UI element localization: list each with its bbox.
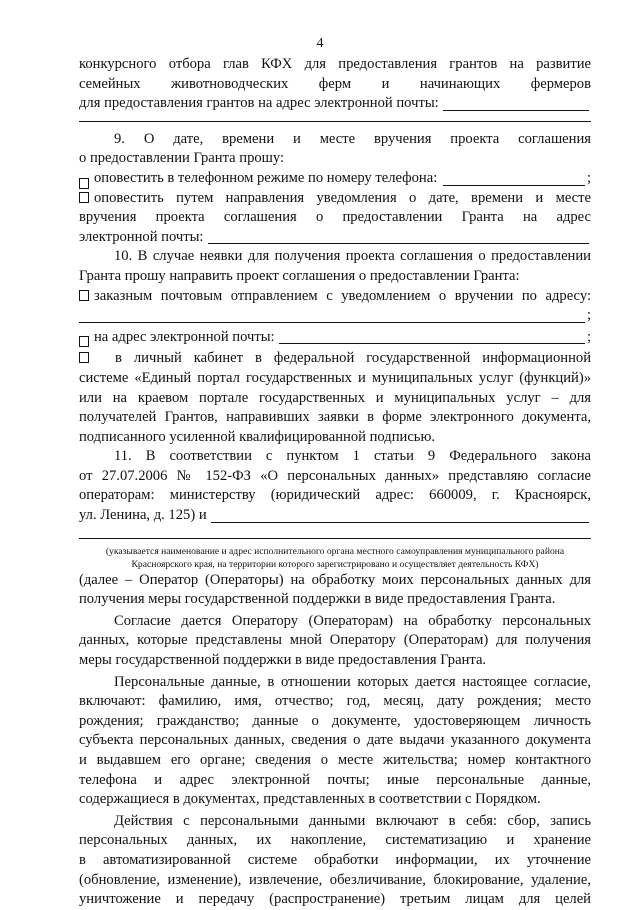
item9-option-phone: [79, 169, 591, 189]
checkbox-phone[interactable]: [79, 178, 89, 189]
page-number: 4: [316, 36, 324, 51]
notify-email-blank[interactable]: [208, 229, 590, 244]
semicolon: ;: [586, 328, 591, 345]
item9-opt2-line-b: вручения проекта соглашения о предоставлении Гранта на адрес: [79, 209, 591, 226]
item11-line-d: ул. Ленина, д. 125) и: [79, 507, 207, 524]
semicolon: ;: [586, 307, 591, 324]
operator-line-a: (далее – Оператор (Операторы) на обработку моих персональных данных для: [79, 571, 591, 588]
semicolon: ;: [586, 169, 591, 186]
item10-option-email: [79, 328, 591, 348]
item10-opt1-line: [79, 287, 591, 307]
item10-opt1-text: заказным почтовым отправлением с уведомлением о вручении по адресу:: [94, 287, 591, 304]
pd-line-a: Персональные данные, в отношении которых дается настоящее согласие,: [114, 673, 591, 690]
pd-line-e: и выдавшем его органе; сведения о месте жительства; номер контактного: [79, 752, 591, 768]
document-body: [79, 55, 591, 910]
checkbox-personal-cabinet[interactable]: [79, 352, 89, 363]
phone-blank[interactable]: [443, 171, 585, 186]
item10-opt3-line-e: подписанного усиленной квалифицированной подписью.: [79, 428, 436, 445]
operator-name-rule[interactable]: [79, 538, 591, 539]
item9-title-2: о предоставлении Гранта прошу:: [79, 150, 285, 167]
intro-line-3: для предоставления грантов на адрес электронной почты:: [79, 95, 439, 112]
checkbox-postal[interactable]: [79, 290, 89, 301]
send-email-blank[interactable]: [279, 329, 585, 344]
item10-opt3-text-a: в личный кабинет в федеральной государственной информационной: [115, 350, 591, 367]
checkbox-email-send[interactable]: [79, 336, 89, 347]
postal-address-row: [79, 306, 591, 326]
actions-line-d: (обновление, изменение), извлечение, обезличивание, блокирование, удаление,: [79, 871, 591, 888]
intro-email-blank[interactable]: [443, 96, 589, 111]
operator-note-line-2: Красноярского края, на территории которого зарегистрировано и осуществляет деятельность КФХ): [131, 558, 539, 570]
pd-line-f: телефона и адрес электронной почты; иные персональные данные,: [79, 771, 591, 788]
item10-opt3-line-b: системе «Единый портал государственных и муниципальных услуг (функций)»: [79, 369, 591, 386]
item9-title: 9. О дате, времени и месте вручения проекта соглашения: [114, 130, 591, 147]
item9-opt2-line-c: [79, 228, 591, 248]
item10-line-a: 10. В случае неявки для получения проекта соглашения о предоставлении: [114, 248, 591, 265]
actions-line-c: в автоматизированной системе обработки информации, их уточнение: [79, 851, 591, 868]
postal-address-blank[interactable]: [79, 308, 585, 323]
item9-opt1-label: оповестить в телефонном режиме по номеру телефона:: [94, 169, 438, 186]
item10-opt3-line-d: получателей Грантов, направивших заявки в форме электронного документа,: [79, 409, 591, 426]
item9-opt2-text-a: оповестить путем направления уведомления о дате, времени и месте: [94, 189, 591, 206]
actions-line-e: уничтожение и передачу (распространение) третьим лицам для целей: [79, 891, 591, 908]
consent-line-a: Согласие дается Оператору (Операторам) на обработку персональных: [114, 612, 591, 629]
item11-line-c: операторам: министерству (юридический адрес: 660009, г. Красноярск,: [79, 487, 591, 504]
intro-line-1: конкурсного отбора глав КФХ для предоставления грантов на развитие: [79, 56, 591, 72]
pd-line-d: субъекта персональных данных, сведения о дате выдачи указанного документа: [79, 732, 591, 749]
item9-opt2-line-a: [79, 189, 591, 209]
operator-line-b: получения меры государственной поддержки в виде предоставления Гранта.: [79, 591, 556, 608]
item11-line-a: 11. В соответствии с пунктом 1 статьи 9 Федерального закона: [114, 448, 591, 465]
item10-opt2-text: на адрес электронной почты:: [94, 328, 275, 345]
actions-line-a: Действия с персональными данными включают в себя: сбор, запись: [114, 812, 591, 829]
operator-note-line-1: (указывается наименование и адрес исполнительного органа местного самоуправления муниципального района: [105, 545, 565, 557]
item9-opt2-text-c: электронной почты:: [79, 228, 204, 245]
item10-opt3-line-a: [79, 349, 591, 369]
operator-name-blank[interactable]: [211, 508, 589, 523]
checkbox-email-notify[interactable]: [79, 192, 89, 203]
pd-line-c: рождения; гражданство; данные о документе, удостоверяющем личность: [79, 712, 591, 729]
item11-line-b: от 27.07.2006 № 152-ФЗ «О персональных данных» представляю согласие: [79, 467, 591, 484]
intro-email-rule[interactable]: [79, 120, 591, 122]
consent-line-c: меры государственной поддержки в виде предоставления Гранта.: [79, 652, 487, 669]
item10-opt3-line-c: или на краевом портале государственных и муниципальных услуг – для: [79, 389, 591, 406]
item10-line-b: Гранта прошу направить проект соглашения о предоставлении Гранта:: [79, 267, 520, 284]
item11-operator-row: [79, 506, 591, 526]
intro-email-row: [79, 94, 591, 114]
intro-line-2: семейных животноводческих ферм и начинающих фермеров: [79, 75, 591, 92]
consent-line-b: данных, которые представлены мной Оператору (Операторам) для получения: [79, 632, 591, 649]
operator-note: [79, 545, 591, 571]
actions-line-b: персональных данных, их накопление, систематизацию и хранение: [79, 832, 591, 849]
pd-line-b: включают: фамилию, имя, отчество; год, месяц, дату рождения; место: [79, 693, 591, 710]
pd-line-g: содержащиеся в документах, представленных в соответствии с Порядком.: [79, 791, 541, 808]
